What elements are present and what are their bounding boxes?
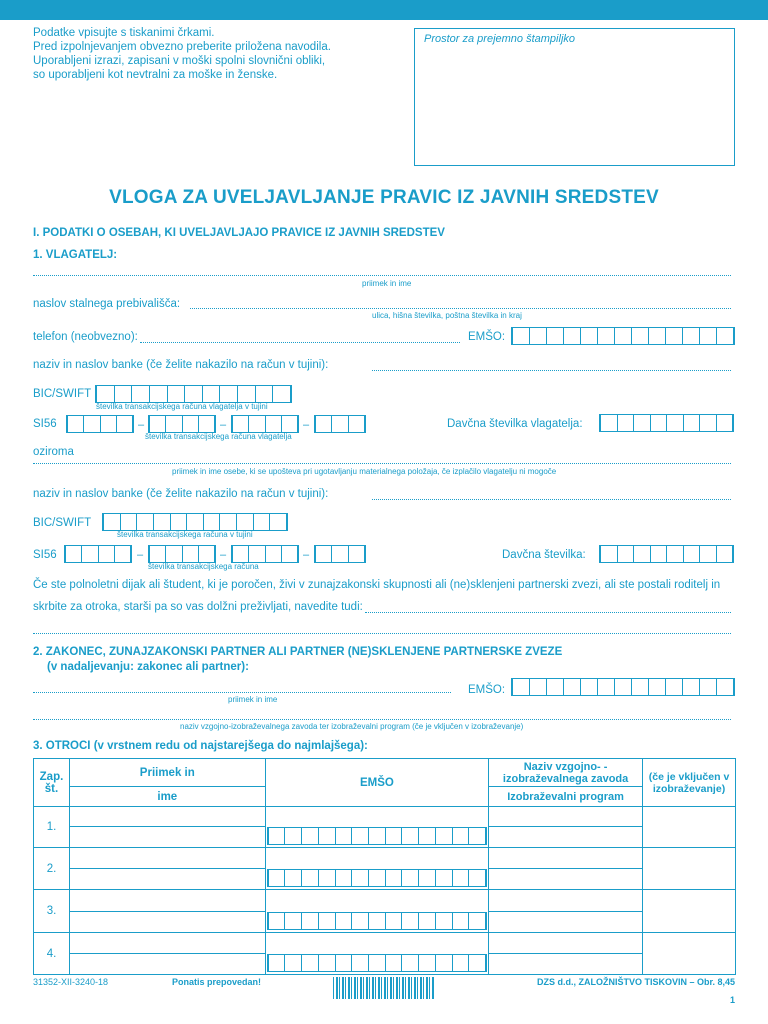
tax-label-2: Davčna številka: — [502, 549, 586, 561]
program-cell[interactable] — [489, 827, 643, 848]
hint-partner-name: priimek in ime — [228, 695, 278, 704]
emso-boxes[interactable] — [511, 327, 735, 345]
si56-label: SI56 — [33, 418, 57, 430]
bank-field-2[interactable] — [372, 499, 731, 500]
dash: – — [138, 419, 145, 431]
phone-field[interactable] — [140, 342, 460, 343]
form-title: VLOGA ZA UVELJAVLJANJE PRAVIC IZ JAVNIH SREDSTEV — [109, 187, 659, 208]
school-cell[interactable] — [489, 933, 643, 954]
child-surname-cell[interactable] — [69, 848, 265, 869]
child-emso-boxes[interactable] — [267, 869, 488, 887]
row-number: 2. — [34, 848, 70, 890]
tax-label: Davčna številka vlagatelja: — [447, 418, 583, 430]
partner-name-field[interactable] — [33, 692, 451, 693]
dash: – — [220, 419, 227, 431]
phone-label: telefon (neobvezno): — [33, 331, 138, 343]
tax-boxes[interactable] — [599, 414, 734, 432]
emso-cell-top[interactable] — [265, 807, 489, 827]
section1-heading: I. PODATKI O OSEBAH, KI UVELJAVLJAJO PRAVICE IZ JAVNIH SREDSTEV — [33, 227, 445, 239]
section3-heading — [33, 740, 368, 752]
barcode — [333, 977, 435, 999]
instruction-line: Pred izpolnjevanjem obvezno preberite priložena navodila. — [33, 41, 331, 53]
bic-label: BIC/SWIFT — [33, 388, 92, 400]
child-emso-boxes[interactable] — [267, 827, 488, 845]
address-field[interactable] — [190, 308, 731, 309]
col-note-header: (če je vključen v izobraževanje) — [643, 759, 736, 807]
or-label: oziroma — [33, 446, 74, 458]
si56-label-2: SI56 — [33, 549, 57, 561]
dash: – — [303, 549, 310, 561]
child-name-cell[interactable] — [69, 827, 265, 848]
publisher: DZS d.d., ZALOŽNIŠTVO TISKOVIN – Obr. 8,45 — [536, 977, 735, 987]
hint-account: številka transakcijskega računa vlagatelja — [145, 432, 292, 441]
hint-account-2: številka transakcijskega računa — [148, 562, 259, 571]
row-number: 4. — [34, 933, 70, 975]
child-surname-cell[interactable] — [69, 807, 265, 827]
col-name-header-2: ime — [69, 787, 265, 807]
hint-foreign-account: številka transakcijskega računa vlagatelja v tujini — [96, 402, 268, 411]
child-surname-cell[interactable] — [69, 933, 265, 954]
child-emso-boxes[interactable] — [267, 954, 488, 972]
instructions — [33, 26, 403, 82]
instruction-line: Podatke vpisujte s tiskanimi črkami. — [33, 27, 215, 39]
col-name-header-1: Priimek in — [69, 759, 265, 787]
account2-boxes-4[interactable] — [314, 545, 366, 563]
hint-address: ulica, hišna številka, poštna številka in kraj — [372, 311, 522, 320]
bic-boxes[interactable] — [95, 385, 292, 403]
child-name-cell[interactable] — [69, 954, 265, 975]
stamp-label: Prostor za prejemno štampiljko — [424, 33, 576, 45]
hint-partner-school: naziv vzgojno-izobraževalnega zavoda ter izobraževalni program (če je vključen v izobraževanje) — [180, 722, 524, 731]
note-cell[interactable] — [643, 933, 736, 975]
student-note-line1: Če ste polnoletni dijak ali študent, ki je poročen, živi v zunajzakonski skupnosti ali (ne)sklenjeni partnerski zvezi, ali ste postali roditelj in — [33, 579, 721, 591]
row-number: 3. — [34, 890, 70, 933]
account2-boxes-2[interactable] — [148, 545, 216, 563]
form-code: 31352-XII-3240-18 — [33, 977, 109, 987]
col-program-header: Izobraževalni program — [489, 787, 643, 807]
child-emso-boxes[interactable] — [267, 912, 488, 930]
page-number: 1 — [729, 995, 735, 1005]
emso-cell-top[interactable] — [265, 933, 489, 954]
row-number: 1. — [34, 807, 70, 848]
emso-cell-top[interactable] — [265, 848, 489, 869]
stamp-box[interactable] — [414, 28, 735, 166]
section3-title: 3. OTROCI — [33, 740, 91, 752]
dash: – — [137, 549, 144, 561]
col-school-header: Naziv vzgojno- -izobraževalnega zavoda — [489, 759, 643, 787]
reprint-notice: Ponatis prepovedan! — [172, 977, 262, 987]
top-color-bar — [0, 0, 768, 20]
account2-boxes-3[interactable] — [231, 545, 299, 563]
partner-emso-boxes[interactable] — [511, 678, 735, 696]
hint-name: priimek in ime — [362, 279, 412, 288]
dash: – — [220, 549, 227, 561]
bank-label-2: naziv in naslov banke (če želite nakazilo na račun v tujini): — [33, 488, 329, 500]
hint-other-person: priimek in ime osebe, ki se upošteva pri ugotavljanju materialnega položaja, če izplačilo vlagatelju ni mogoče — [172, 467, 557, 476]
tax-boxes-2[interactable] — [599, 545, 734, 563]
other-person-field[interactable] — [33, 463, 731, 464]
section2-subheading: (v nadaljevanju: zakonec ali partner): — [47, 661, 249, 673]
note-cell[interactable] — [643, 848, 736, 890]
instruction-line: so uporabljeni kot nevtralni za moške in ženske. — [33, 69, 278, 81]
applicant-name-field[interactable] — [33, 275, 731, 276]
program-cell[interactable] — [489, 954, 643, 975]
bic-label-2: BIC/SWIFT — [33, 517, 92, 529]
bic-boxes-2[interactable] — [102, 513, 288, 531]
note-cell[interactable] — [643, 807, 736, 848]
partner-emso-label: EMŠO: — [468, 684, 506, 696]
school-cell[interactable] — [489, 848, 643, 869]
account2-boxes-1[interactable] — [64, 545, 132, 563]
emso-label: EMŠO: — [468, 331, 506, 343]
col-emso-header: EMŠO — [265, 759, 489, 807]
section2-heading: 2. ZAKONEC, ZUNAJZAKONSKI PARTNER ALI PARTNER (NE)SKLENJENE PARTNERSKE ZVEZE — [33, 646, 563, 658]
bank-label: naziv in naslov banke (če želite nakazilo na račun v tujini): — [33, 359, 329, 371]
children-table — [33, 758, 736, 975]
student-field-2[interactable] — [33, 633, 731, 634]
partner-school-field[interactable] — [33, 719, 731, 720]
instruction-line: Uporabljeni izrazi, zapisani v moški spolni slovnični obliki, — [33, 55, 326, 67]
child-surname-cell[interactable] — [69, 890, 265, 912]
child-name-cell[interactable] — [69, 869, 265, 890]
note-cell[interactable] — [643, 890, 736, 933]
emso-cell-top[interactable] — [265, 890, 489, 912]
account-boxes-3[interactable] — [231, 415, 299, 433]
student-field[interactable] — [365, 612, 731, 613]
account-boxes-1[interactable] — [66, 415, 134, 433]
bank-field[interactable] — [372, 370, 731, 371]
program-cell[interactable] — [489, 912, 643, 933]
dash: – — [303, 419, 310, 431]
address-label: naslov stalnega prebivališča: — [33, 298, 181, 310]
section3-title-rest: (v vrstnem redu od najstarejšega do najmlajšega): — [93, 740, 368, 752]
school-cell[interactable] — [489, 890, 643, 912]
account-boxes-4[interactable] — [314, 415, 366, 433]
applicant-heading: 1. VLAGATELJ: — [33, 249, 118, 261]
hint-foreign-account-2: številka transakcijskega računa v tujini — [117, 530, 253, 539]
account-boxes-2[interactable] — [148, 415, 216, 433]
school-cell[interactable] — [489, 807, 643, 827]
program-cell[interactable] — [489, 869, 643, 890]
student-note-line2: skrbite za otroka, starši pa so vas dolžni preživljati, navedite tudi: — [33, 601, 363, 613]
child-name-cell[interactable] — [69, 912, 265, 933]
col-number-header: Zap. št. — [34, 759, 70, 807]
